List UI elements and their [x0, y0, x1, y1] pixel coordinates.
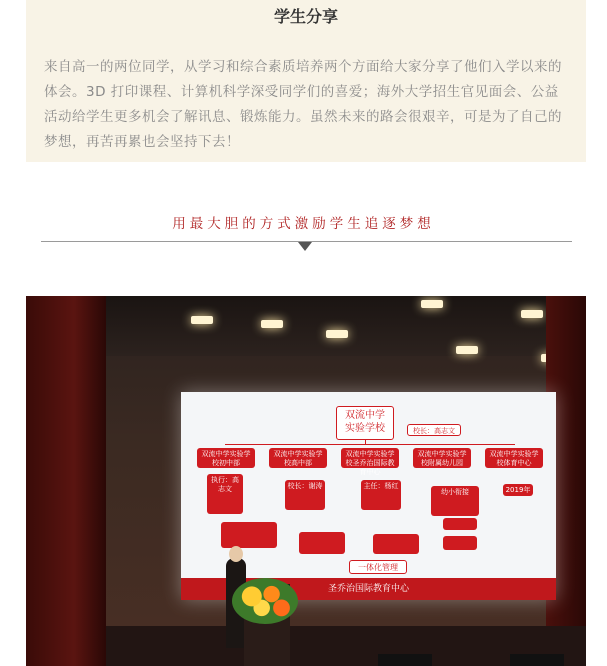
- org-connector: [225, 444, 515, 445]
- card-title: 学生分享: [273, 7, 338, 26]
- org-sub-node: [373, 534, 419, 554]
- org-leader: 2019年: [503, 484, 533, 496]
- stage-light: [521, 310, 543, 318]
- stage-monitor: [510, 654, 564, 666]
- org-leader: 校长：谢涛: [285, 480, 325, 510]
- event-photo: [26, 296, 586, 666]
- org-leader: 执行：高志文: [207, 474, 243, 514]
- stage-light: [191, 316, 213, 324]
- unified-management: 一体化管理: [349, 560, 407, 574]
- org-branch: 双流中学实验学校高中部: [269, 448, 327, 468]
- speaker-head: [229, 546, 243, 562]
- stage-light: [326, 330, 348, 338]
- org-sub-node: [443, 536, 477, 550]
- org-top-node: 双流中学 实验学校: [336, 406, 394, 440]
- org-branch: 双流中学实验学校体育中心: [485, 448, 543, 468]
- stage-light: [421, 300, 443, 308]
- stage-light: [261, 320, 283, 328]
- org-sub-node: [443, 518, 477, 530]
- card-paragraph: 来自高一的两位同学，从学习和综合素质培养两个方面给大家分享了他们入学以来的体会。3D 打印课程、计算机科学深受同学们的喜爱；海外大学招生官见面会、公益活动给学生更多机会了解讯息、锻炼能力。虽然未来的路会很艰辛，可是为了自己的梦想，再苦再累也会坚持下去！: [44, 59, 562, 150]
- stage-monitor: [378, 654, 432, 666]
- org-branch: 双流中学实验学校附属幼儿园: [413, 448, 471, 468]
- org-connector: [365, 440, 366, 444]
- left-curtain: [26, 296, 106, 666]
- principal-tag: 校长：高志文: [407, 424, 461, 436]
- flower-arrangement: [232, 578, 298, 624]
- stage-light: [456, 346, 478, 354]
- down-arrow-icon: [298, 242, 312, 251]
- section-subtitle: 用最大胆的方式激励学生追逐梦想: [172, 216, 435, 232]
- ceiling: [106, 296, 546, 356]
- student-share-card: [26, 0, 586, 162]
- org-branch: 双流中学实验学校圣乔治国际教育中心: [341, 448, 399, 468]
- org-sub-node: [299, 532, 345, 554]
- org-leader: 主任：杨红: [361, 480, 401, 510]
- org-leader: 幼小衔接: [431, 486, 479, 516]
- org-branch: 双流中学实验学校初中部: [197, 448, 255, 468]
- org-sub-node: [221, 522, 277, 548]
- screen-footer: 圣乔治国际教育中心: [181, 578, 556, 600]
